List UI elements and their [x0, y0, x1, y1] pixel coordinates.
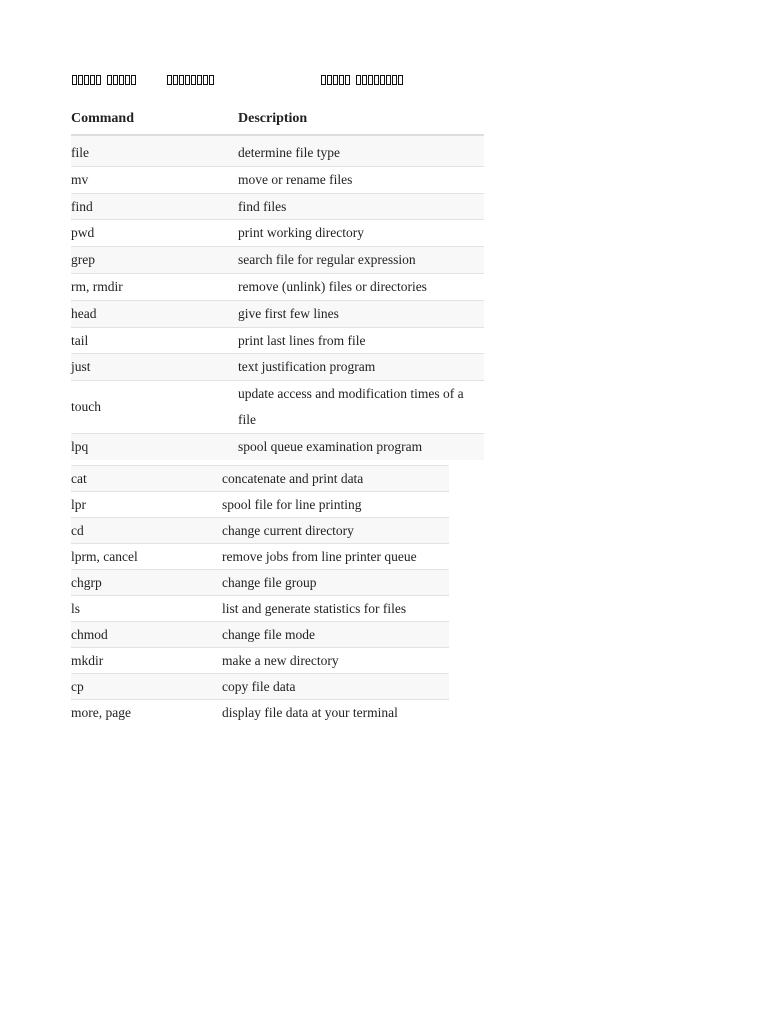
description-cell: make a new directory: [222, 648, 449, 674]
description-cell: spool queue examination program: [238, 433, 484, 459]
command-cell: more, page: [71, 700, 222, 726]
missing-glyph-box: [386, 75, 391, 85]
table-row: [71, 300, 484, 327]
table-row: [71, 622, 449, 648]
table-row: [71, 327, 484, 354]
command-cell: find: [71, 193, 238, 220]
unrendered-heading: [72, 74, 472, 88]
missing-glyph-box: [179, 75, 184, 85]
command-cell: touch: [71, 381, 238, 434]
description-cell: concatenate and print data: [222, 466, 449, 492]
description-cell: display file data at your terminal: [222, 700, 449, 726]
missing-glyph-box: [380, 75, 385, 85]
command-cell: mv: [71, 166, 238, 193]
table-row: [71, 544, 449, 570]
glyph-group-1: [72, 74, 136, 86]
missing-glyph-box: [374, 75, 379, 85]
missing-glyph-box: [131, 75, 136, 85]
table-row: [71, 220, 484, 247]
description-cell: search file for regular expression: [238, 247, 484, 274]
description-cell: move or rename files: [238, 166, 484, 193]
description-cell: print last lines from file: [238, 327, 484, 354]
description-cell: change file group: [222, 570, 449, 596]
missing-glyph-box: [185, 75, 190, 85]
missing-glyph-box: [392, 75, 397, 85]
commands-table: [71, 104, 484, 460]
description-cell: print working directory: [238, 220, 484, 247]
description-cell: remove jobs from line printer queue: [222, 544, 449, 570]
command-cell: tail: [71, 327, 238, 354]
description-cell: give first few lines: [238, 300, 484, 327]
table-row: [71, 166, 484, 193]
table-row: [71, 354, 484, 381]
missing-glyph-box: [125, 75, 130, 85]
commands-table-continued: [71, 465, 449, 725]
missing-glyph-box: [368, 75, 373, 85]
missing-glyph-box: [327, 75, 332, 85]
command-cell: grep: [71, 247, 238, 274]
command-cell: cp: [71, 674, 222, 700]
missing-glyph-box: [119, 75, 124, 85]
missing-glyph-box: [107, 75, 112, 85]
table-row: [71, 273, 484, 300]
missing-glyph-box: [209, 75, 214, 85]
table-header-row: [71, 104, 484, 135]
missing-glyph-box: [191, 75, 196, 85]
description-cell: determine file type: [238, 135, 484, 166]
command-cell: chgrp: [71, 570, 222, 596]
command-cell: just: [71, 354, 238, 381]
description-cell: spool file for line printing: [222, 492, 449, 518]
description-cell: change current directory: [222, 518, 449, 544]
table-row: [71, 193, 484, 220]
missing-glyph-box: [339, 75, 344, 85]
table-row: [71, 492, 449, 518]
command-cell: cd: [71, 518, 222, 544]
missing-glyph-box: [72, 75, 77, 85]
table-row: [71, 381, 484, 434]
missing-glyph-box: [362, 75, 367, 85]
command-cell: pwd: [71, 220, 238, 247]
glyph-group-3: [321, 74, 403, 86]
command-cell: cat: [71, 466, 222, 492]
command-cell: lpq: [71, 433, 238, 459]
column-header-description: Description: [238, 104, 484, 135]
table-row: [71, 674, 449, 700]
description-cell: find files: [238, 193, 484, 220]
command-cell: lpr: [71, 492, 222, 518]
command-cell: file: [71, 135, 238, 166]
missing-glyph-box: [113, 75, 118, 85]
missing-glyph-box: [90, 75, 95, 85]
missing-glyph-box: [167, 75, 172, 85]
command-cell: head: [71, 300, 238, 327]
missing-glyph-box: [96, 75, 101, 85]
table-row: [71, 135, 484, 166]
missing-glyph-box: [173, 75, 178, 85]
table-row: [71, 570, 449, 596]
table-row: [71, 466, 449, 492]
missing-glyph-box: [321, 75, 326, 85]
missing-glyph-box: [197, 75, 202, 85]
glyph-space: [102, 74, 106, 86]
description-cell: text justification program: [238, 354, 484, 381]
missing-glyph-box: [78, 75, 83, 85]
command-cell: chmod: [71, 622, 222, 648]
missing-glyph-box: [398, 75, 403, 85]
description-cell: copy file data: [222, 674, 449, 700]
missing-glyph-box: [203, 75, 208, 85]
missing-glyph-box: [84, 75, 89, 85]
column-header-command: Command: [71, 104, 238, 135]
description-cell: update access and modification times of a file: [238, 381, 484, 434]
table-row: [71, 247, 484, 274]
table-row: [71, 700, 449, 726]
table-row: [71, 648, 449, 674]
description-cell: remove (unlink) files or directories: [238, 273, 484, 300]
missing-glyph-box: [345, 75, 350, 85]
missing-glyph-box: [356, 75, 361, 85]
table-row: [71, 433, 484, 459]
description-cell: change file mode: [222, 622, 449, 648]
command-cell: lprm, cancel: [71, 544, 222, 570]
glyph-group-2: [167, 74, 214, 86]
command-cell: mkdir: [71, 648, 222, 674]
glyph-space: [351, 74, 355, 86]
table-row: [71, 596, 449, 622]
table-row: [71, 518, 449, 544]
command-cell: ls: [71, 596, 222, 622]
description-cell: list and generate statistics for files: [222, 596, 449, 622]
missing-glyph-box: [333, 75, 338, 85]
command-cell: rm, rmdir: [71, 273, 238, 300]
